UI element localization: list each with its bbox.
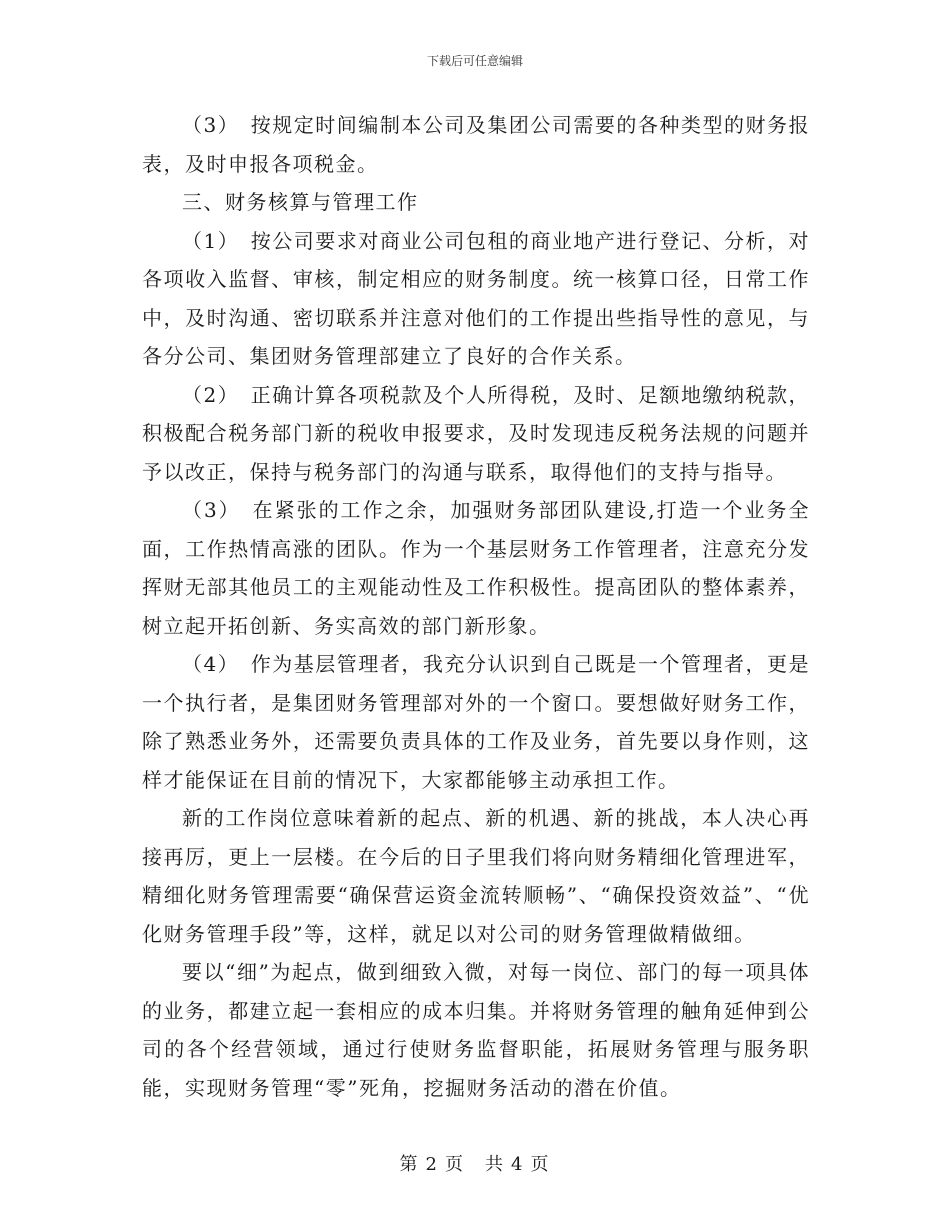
footer-middle: 页 共	[445, 1154, 505, 1175]
paragraph-detail-focus: 要以“细”为起点，做到细致入微，对每一岗位、部门的每一项具体的业务，都建立起一套相应的成本归集。并将财务管理的触角延伸到公司的各个经营领域，通过行使财务监督职能，拓展财务管理与服务职能，实现财务管理“零”死角，挖掘财务活动的潜在价值。	[142, 960, 810, 1100]
footer-current-page: 2	[425, 1154, 439, 1175]
footer-prefix: 第	[399, 1154, 420, 1175]
page-number-footer	[0, 1150, 950, 1176]
section-heading-accounting: 三、财务核算与管理工作	[182, 190, 419, 214]
paragraph-item-3: （3） 在紧张的工作之余，加强财务部团队建设,打造一个业务全面，工作热情高涨的团队。作为一个基层财务工作管理者，注意充分发挥财无部其他员工的主观能动性及工作积极性。提高团队的整体素养，树立起开拓创新、务实高效的部门新形象。	[142, 498, 810, 638]
paragraph-new-position: 新的工作岗位意味着新的起点、新的机遇、新的挑战，本人决心再接再厉，更上一层楼。在今后的日子里我们将向财务精细化管理进军，精细化财务管理需要“确保营运资金流转顺畅”、“确保投资效益”、“优化财务管理手段”等，这样，就足以对公司的财务管理做精做细。	[142, 806, 810, 946]
document-body	[142, 106, 810, 1107]
footer-suffix: 页	[530, 1154, 551, 1175]
paragraph-item-2: （2） 正确计算各项税款及个人所得税，及时、足额地缴纳税款，积极配合税务部门新的税收申报要求，及时发现违反税务法规的问题并予以改正，保持与税务部门的沟通与联系，取得他们的支持与指导。	[142, 382, 810, 484]
paragraph-report-filing: （3） 按规定时间编制本公司及集团公司需要的各种类型的财务报表，及时申报各项税金。	[142, 113, 810, 176]
page-header-note: 下载后可任意编辑	[426, 54, 523, 68]
paragraph-item-4: （4） 作为基层管理者，我充分认识到自己既是一个管理者，更是一个执行者，是集团财务管理部对外的一个窗口。要想做好财务工作，除了熟悉业务外，还需要负责具体的工作及业务，首先要以身作则，这样才能保证在目前的情况下，大家都能够主动承担工作。	[142, 652, 810, 792]
paragraph-item-1: （1） 按公司要求对商业公司包租的商业地产进行登记、分析，对各项收入监督、审核，制定相应的财务制度。统一核算口径，日常工作中，及时沟通、密切联系并注意对他们的工作提出些指导性的意见，与各分公司、集团财务管理部建立了良好的合作关系。	[142, 228, 810, 368]
footer-total-pages: 4	[511, 1154, 525, 1175]
